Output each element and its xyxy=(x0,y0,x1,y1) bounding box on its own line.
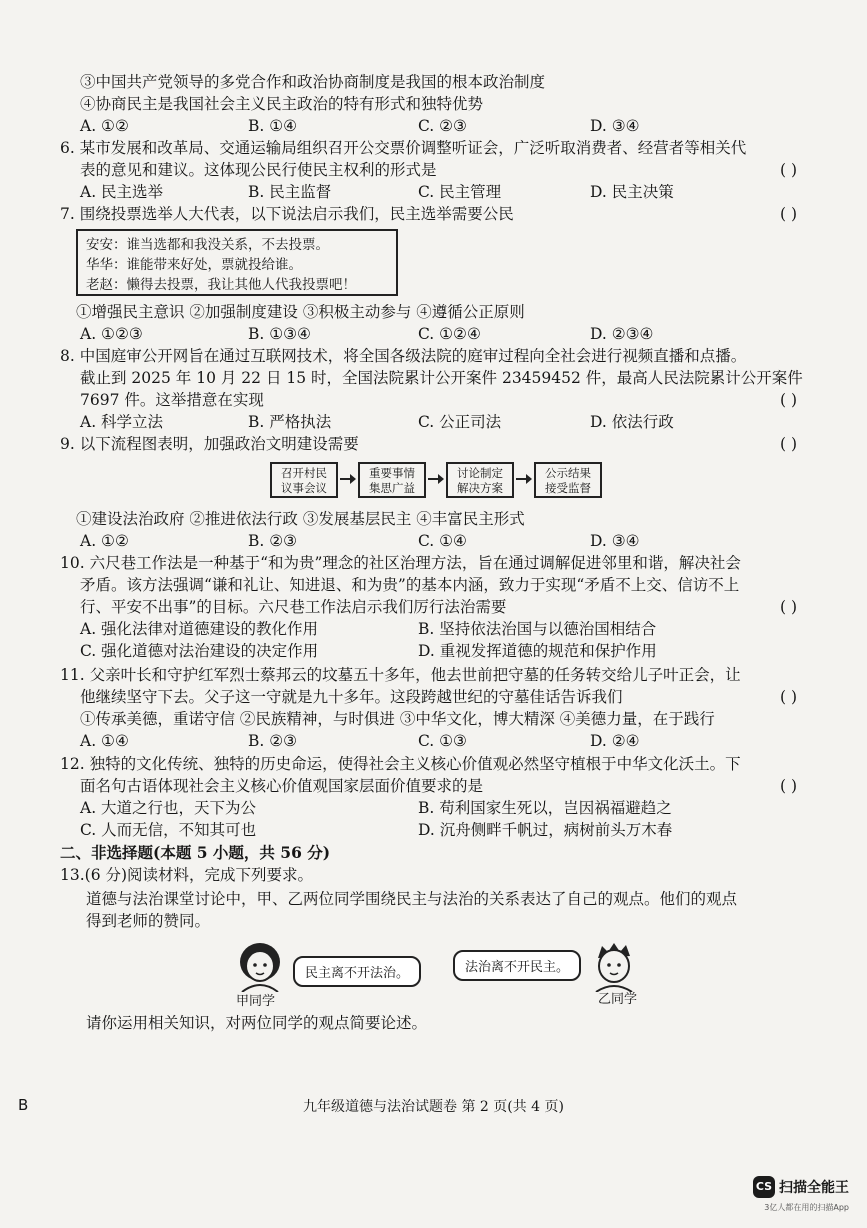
q10-stem-line-1: 10. 六尺巷工作法是一种基于“和为贵”理念的社区治理方法，旨在通过调解促进邻里和谐，解决社会 xyxy=(60,554,741,572)
q9-flowchart xyxy=(270,462,610,502)
q12-option-a: A. 大道之行也，天下为公 xyxy=(80,799,257,817)
watermark-app-name: 扫描全能王 xyxy=(779,1180,849,1196)
q8-option-d: D. 依法行政 xyxy=(590,413,674,431)
q7-quote-box xyxy=(76,229,398,296)
q6-option-d: D. 民主决策 xyxy=(590,183,674,201)
q6-stem-line-1: 6. 某市发展和改革局、交通运输局组织召开公交票价调整听证会，广泛听取消费者、经营者等相关代 xyxy=(60,139,747,157)
flow-step-4: 公示结果 接受监督 xyxy=(534,462,602,498)
q6-option-b: B. 民主监督 xyxy=(248,183,332,201)
q12-option-b: B. 苟利国家生死以，岂因祸福避趋之 xyxy=(418,799,672,817)
q10-option-d: D. 重视发挥道德的规范和保护作用 xyxy=(418,642,657,660)
flow-arrow-icon xyxy=(516,478,530,480)
q5-option-a: A. ①② xyxy=(80,117,129,135)
q7-items: ①增强民主意识 ②加强制度建设 ③积极主动参与 ④遵循公正原则 xyxy=(76,303,525,321)
q11-items: ①传承美德，重诺守信 ②民族精神，与时俱进 ③中华文化，博大精深 ④美德力量，在于践行 xyxy=(80,710,715,728)
q12-option-c: C. 人而无信，不知其可也 xyxy=(80,821,257,839)
scanner-watermark xyxy=(753,1176,849,1213)
q8-stem-line-1: 8. 中国庭审公开网旨在通过互联网技术，将全国各级法院的庭审过程向全社会进行视频直播和点播。 xyxy=(60,347,747,365)
q7-stem: 7. 围绕投票选举人大代表，以下说法启示我们，民主选举需要公民 xyxy=(60,205,514,223)
flow-step-1: 召开村民 议事会议 xyxy=(270,462,338,498)
q13-material-line-1: 道德与法治课堂讨论中，甲、乙两位同学围绕民主与法治的关系表达了自己的观点。他们的观点 xyxy=(86,890,738,908)
section-heading: 二、非选择题(本题 5 小题，共 56 分) xyxy=(60,843,331,862)
q8-stem-line-2: 截止到 2025 年 10 月 22 日 15 时，全国法院累计公开案件 23459452 件，最高人民法院累计公开案件 xyxy=(80,369,803,387)
q10-stem-line-3: 行、平安不出事”的目标。六尺巷工作法启示我们厉行法治需要 xyxy=(80,598,507,616)
q11-option-a: A. ①④ xyxy=(80,732,129,750)
q12-stem-line-2: 面名句古语体现社会主义核心价值观国家层面价值要求的是 xyxy=(80,777,484,795)
q7-option-d: D. ②③④ xyxy=(590,325,654,343)
q9-answer-paren: ( ) xyxy=(779,435,797,453)
q10-option-a: A. 强化法律对道德建设的教化作用 xyxy=(80,620,319,638)
q7-option-b: B. ①③④ xyxy=(248,325,311,343)
q11-option-c: C. ①③ xyxy=(418,732,467,750)
q9-stem: 9. 以下流程图表明，加强政治文明建设需要 xyxy=(60,435,359,453)
q11-option-d: D. ②④ xyxy=(590,732,640,750)
q11-option-b: B. ②③ xyxy=(248,732,298,750)
q10-stem-line-2: 矛盾。该方法强调“谦和礼让、知进退、和为贵”的基本内涵，致力于实现“矛盾不上交、信访不上 xyxy=(80,576,740,594)
q12-option-d: D. 沉舟侧畔千帆过，病树前头万木春 xyxy=(418,821,673,839)
q9-option-b: B. ②③ xyxy=(248,532,298,550)
student-a-label: 甲同学 xyxy=(236,994,276,1009)
flow-step-2: 重要事情 集思广益 xyxy=(358,462,426,498)
student-a-avatar-icon xyxy=(232,940,288,992)
student-b-label: 乙同学 xyxy=(598,992,638,1007)
q12-stem-line-1: 12. 独特的文化传统、独特的历史命运，使得社会主义核心价值观必然坚守植根于中华文化沃土。下 xyxy=(60,755,741,773)
flow-arrow-icon xyxy=(340,478,354,480)
speech-bubble-a: 民主离不开法治。 xyxy=(293,956,421,987)
q5-item-4: ④协商民主是我国社会主义民主政治的特有形式和独特优势 xyxy=(80,95,484,113)
q9-option-a: A. ①② xyxy=(80,532,129,550)
q6-option-a: A. 民主选举 xyxy=(80,183,164,201)
q10-answer-paren: ( ) xyxy=(779,598,797,616)
q9-option-c: C. ①④ xyxy=(418,532,467,550)
student-b-avatar-icon xyxy=(590,940,640,992)
q5-option-c: C. ②③ xyxy=(418,117,467,135)
q7-quote-2: 华华：谁能带来好处，票就投给谁。 xyxy=(86,257,302,273)
q7-option-c: C. ①②④ xyxy=(418,325,481,343)
q9-option-d: D. ③④ xyxy=(590,532,640,550)
paper-version-label: B xyxy=(18,1096,29,1114)
page-footer: 九年级道德与法治试题卷 第 2 页(共 4 页) xyxy=(303,1099,564,1115)
q6-answer-paren: ( ) xyxy=(779,161,797,179)
q8-option-a: A. 科学立法 xyxy=(80,413,164,431)
q9-items: ①建设法治政府 ②推进依法行政 ③发展基层民主 ④丰富民主形式 xyxy=(76,510,525,528)
q5-option-d: D. ③④ xyxy=(590,117,640,135)
q11-answer-paren: ( ) xyxy=(779,688,797,706)
q12-answer-paren: ( ) xyxy=(779,777,797,795)
q7-quote-1: 安安：谁当选都和我没关系，不去投票。 xyxy=(86,237,329,253)
q11-stem-line-1: 11. 父亲叶长和守护红军烈士蔡邦云的坟墓五十多年，他去世前把守墓的任务转交给儿子叶正会，让 xyxy=(60,666,741,684)
q8-answer-paren: ( ) xyxy=(779,391,797,409)
q10-option-b: B. 坚持依法治国与以德治国相结合 xyxy=(418,620,657,638)
q7-option-a: A. ①②③ xyxy=(80,325,143,343)
watermark-tagline: 3亿人都在用的扫描App xyxy=(764,1203,849,1212)
q6-stem-line-2: 表的意见和建议。这体现公民行使民主权利的形式是 xyxy=(80,161,437,179)
q8-stem-line-3: 7697 件。这举措意在实现 xyxy=(80,391,264,409)
speech-bubble-b: 法治离不开民主。 xyxy=(453,950,581,981)
q13-question: 请你运用相关知识，对两位同学的观点简要论述。 xyxy=(86,1014,428,1032)
q7-quote-3: 老赵：懒得去投票，我让其他人代我投票吧！ xyxy=(86,277,356,293)
q13-stem: 13.(6 分)阅读材料，完成下列要求。 xyxy=(60,866,314,884)
q7-answer-paren: ( ) xyxy=(779,205,797,223)
q6-option-c: C. 民主管理 xyxy=(418,183,502,201)
q8-option-c: C. 公正司法 xyxy=(418,413,502,431)
flow-step-3: 讨论制定 解决方案 xyxy=(446,462,514,498)
camscanner-logo-icon: CS xyxy=(753,1176,775,1198)
q10-option-c: C. 强化道德对法治建设的决定作用 xyxy=(80,642,319,660)
q8-option-b: B. 严格执法 xyxy=(248,413,332,431)
q13-material-line-2: 得到老师的赞同。 xyxy=(86,912,211,930)
q11-stem-line-2: 他继续坚守下去。父子这一守就是九十多年。这段跨越世纪的守墓佳话告诉我们 xyxy=(80,688,623,706)
q5-item-3: ③中国共产党领导的多党合作和政治协商制度是我国的根本政治制度 xyxy=(80,73,546,91)
q5-option-b: B. ①④ xyxy=(248,117,298,135)
flow-arrow-icon xyxy=(428,478,442,480)
